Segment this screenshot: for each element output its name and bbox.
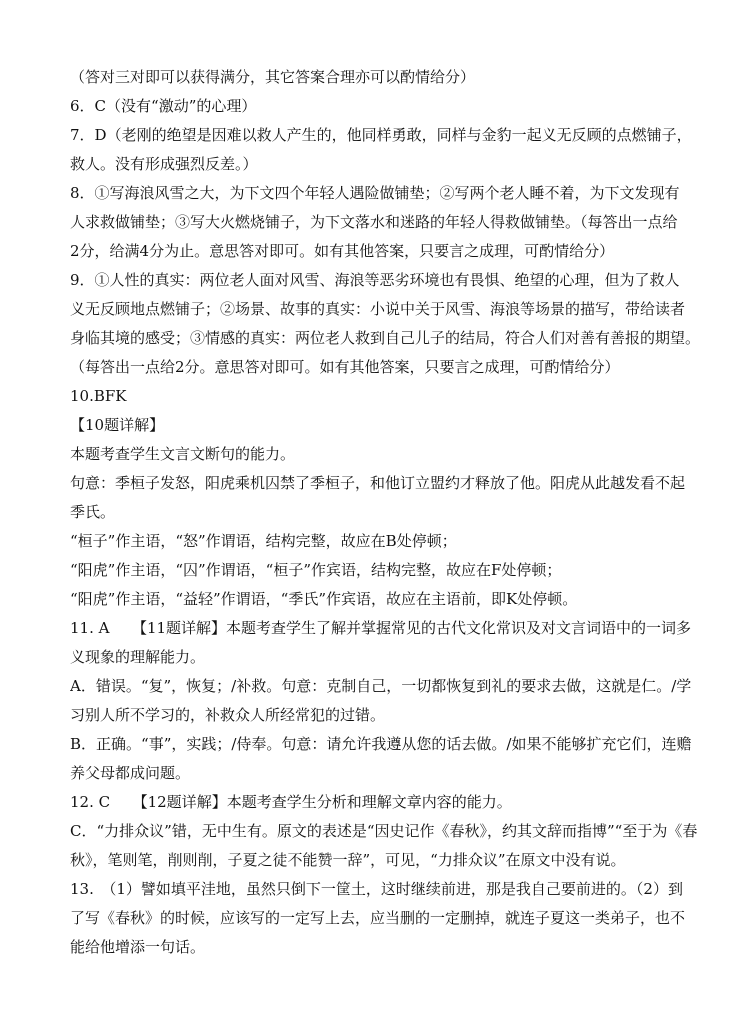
text-line: “阳虎”作主语，“囚”作谓语，“桓子”作宾语，结构完整，故应在F处停顿；: [70, 561, 562, 579]
text-line: 秋》，笔则笔，削则削，子夏之徒不能赞一辞”，可见，“力排众议”在原文中没有说。: [70, 851, 626, 869]
text-line: 季氏。: [70, 503, 116, 521]
text-line: 句意：季桓子发怒，阳虎乘机囚禁了季桓子，和他订立盟约才释放了他。阳虎从此越发看不起: [70, 474, 686, 492]
text-line: 10.BFK: [70, 387, 127, 405]
text-line: B．正确。“事”，实践；/侍奉。句意：请允许我遵从您的话去做。/如果不能够扩充它们，连赡: [70, 735, 692, 753]
text-line: C．“力排众议”错，无中生有。原文的表述是“因史记作《春秋》，约其文辞而指博”“至于为《春: [70, 822, 698, 840]
text-line: 人求救做铺垫；③写大火燃烧铺子，为下文落水和迷路的年轻人得救做铺垫。（每答出一点给: [70, 213, 678, 231]
text-line: （答对三对即可以获得满分，其它答案合理亦可以酌情给分）: [70, 68, 476, 86]
text-line: 习别人所不学习的，补救众人所经常犯的过错。: [70, 706, 386, 724]
text-line: 12. C 【12题详解】本题考查学生分析和理解文章内容的能力。: [70, 793, 512, 811]
text-line: 义现象的理解能力。: [70, 648, 206, 666]
text-line: 7．D（老刚的绝望是因难以救人产生的，他同样勇敢，同样与金豹一起义无反顾的点燃铺子，: [70, 126, 692, 144]
text-line: 义无反顾地点燃铺子；②场景、故事的真实：小说中关于风雪、海浪等场景的描写，带给读者: [70, 300, 686, 318]
text-line: 2分，给满4分为止。意思答对即可。如有其他答案，只要言之成理，可酌情给分）: [70, 242, 615, 260]
text-line: 11. A 【11题详解】本题考查学生了解并掌握常见的古代文化常识及对文言词语中的一词多: [70, 619, 692, 637]
text-line: “阳虎”作主语，“益轻”作谓语，“季氏”作宾语，故应在主语前，即K处停顿。: [70, 590, 578, 608]
text-line: “桓子”作主语，“怒”作谓语，结构完整，故应在B处停顿；: [70, 532, 457, 550]
text-line: 13. （1）譬如填平洼地，虽然只倒下一筐土，这时继续前进，那是我自己要前进的。（2）到: [70, 880, 683, 898]
text-line: 9．①人性的真实：两位老人面对风雪、海浪等恶劣环境也有畏惧、绝望的心理，但为了救人: [70, 271, 680, 289]
text-line: A．错误。“复”，恢复；/补救。句意：克制自己，一切都恢复到礼的要求去做，这就是仁。/学: [70, 677, 692, 695]
text-line: 身临其境的感受；③情感的真实：两位老人救到自己儿子的结局，符合人们对善有善报的期望。: [70, 329, 701, 347]
text-line: 【10题详解】: [70, 416, 165, 434]
text-line: 8．①写海浪风雪之大，为下文四个年轻人遇险做铺垫；②写两个老人睡不着，为下文发现有: [70, 184, 680, 202]
text-line: 6．C（没有“激动”的心理）: [70, 97, 257, 115]
text-line: 了写《春秋》的时候，应该写的一定写上去，应当删的一定删掉，就连子夏这一类弟子，也不: [70, 909, 686, 927]
text-line: （每答出一点给2分。意思答对即可。如有其他答案，只要言之成理，可酌情给分）: [70, 358, 620, 376]
text-line: 救人。没有形成强烈反差。）: [70, 155, 258, 173]
text-line: 本题考查学生文言文断句的能力。: [70, 445, 296, 463]
text-line: 养父母都成问题。: [70, 764, 191, 782]
text-line: 能给他增添一句话。: [70, 938, 206, 956]
